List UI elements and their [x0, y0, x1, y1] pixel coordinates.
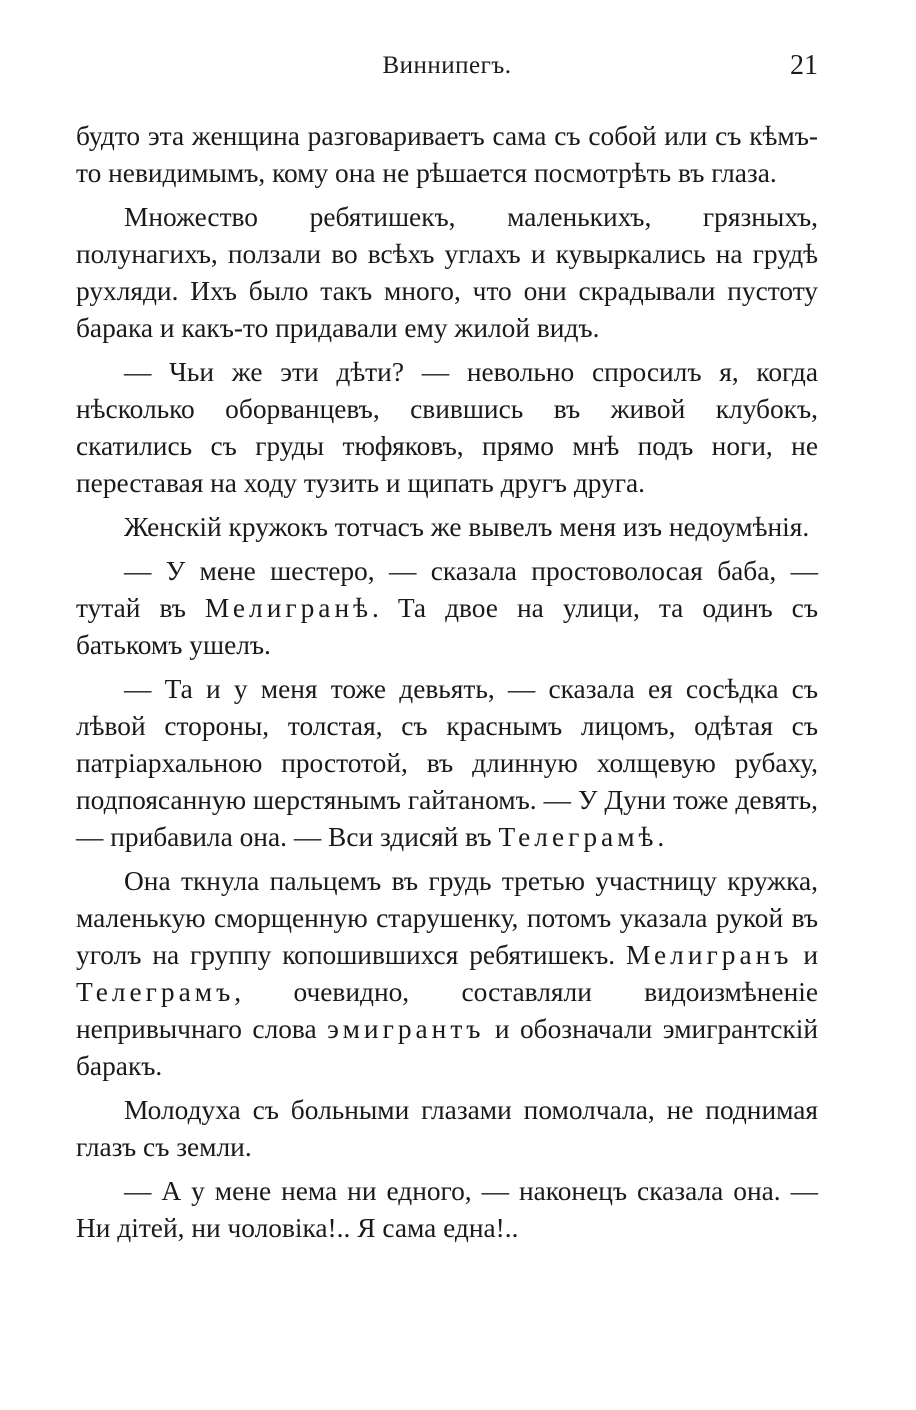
spaced-word: Телеграмѣ [498, 822, 658, 852]
text-segment: — У мене шестеро, — сказала простоволосая баба, — тутай въ [76, 556, 818, 623]
spaced-word: Мелигранѣ [204, 593, 372, 623]
page-number: 21 [790, 50, 818, 81]
text-segment: — Та и у меня тоже девьять, — сказала ея сосѣдка съ лѣвой стороны, толстая, съ краснымъ лицомъ, одѣтая съ патріархальною простотой, въ длинную холщевую рубаху, подпоясанную шерстянымъ гайтаномъ. — У Дуни тоже девять, — прибавила она. — Вси здисяй въ [76, 674, 818, 852]
text-segment: — Чьи же эти дѣти? — невольно спросилъ я, когда нѣсколько оборванцевъ, свившись въ живой клубокъ, скатились съ груды тюфяковъ, прямо мнѣ подъ ноги, не переставая на ходу тузить и щипать другъ друга. [76, 357, 818, 498]
text-segment: Множество ребятишекъ, маленькихъ, грязныхъ, полунагихъ, ползали во всѣхъ углахъ и кувыркались на грудѣ рухляди. Ихъ было такъ много, что они скрадывали пустоту барака и какъ-то придавали ему жилой видъ. [76, 202, 818, 343]
paragraph [76, 671, 818, 856]
text-segment: — А у мене нема ни едного, — наконецъ сказала она. — Ни дітей, ни чоловіка!.. Я сама една!.. [76, 1176, 818, 1243]
paragraph [76, 863, 818, 1085]
text-segment: . Та двое на улици, та одинъ съ батькомъ ушелъ. [76, 593, 818, 660]
spaced-word: Мелигранъ [626, 940, 793, 970]
running-title: Виннипегъ. [382, 52, 512, 79]
paragraph [76, 354, 818, 502]
paragraph [76, 553, 818, 664]
text-segment: , очевидно, составляли видоизмѣненіе непривычнаго слова [76, 977, 818, 1044]
text-segment: Молодуха съ больными глазами помолчала, не поднимая глазъ съ земли. [76, 1095, 818, 1162]
text-segment: . [657, 822, 665, 852]
spaced-word: Телеграмъ [76, 977, 235, 1007]
text-segment: и [792, 940, 818, 970]
body-text [76, 118, 818, 1247]
paragraph [76, 509, 818, 546]
paragraph [76, 1173, 818, 1247]
book-page [76, 52, 818, 1254]
paragraph [76, 199, 818, 347]
paragraph [76, 118, 818, 192]
text-segment: будто эта женщина разговариваетъ сама съ собой или съ кѣмъ-то невидимымъ, кому она не рѣшается посмотрѣть въ глаза. [76, 121, 818, 188]
text-segment: и обозначали эмигрантскій баракъ. [76, 1014, 819, 1081]
paragraph [76, 1092, 818, 1166]
spaced-word: эмигрантъ [327, 1014, 485, 1044]
text-segment: Женскій кружокъ тотчасъ же вывелъ меня изъ недоумѣнія. [124, 512, 810, 542]
text-segment: Она ткнула пальцемъ въ грудь третью участницу кружка, маленькую сморщенную старушенку, потомъ указала рукой въ уголъ на группу копошившихся ребятишекъ. [76, 866, 818, 970]
running-head [76, 52, 818, 96]
